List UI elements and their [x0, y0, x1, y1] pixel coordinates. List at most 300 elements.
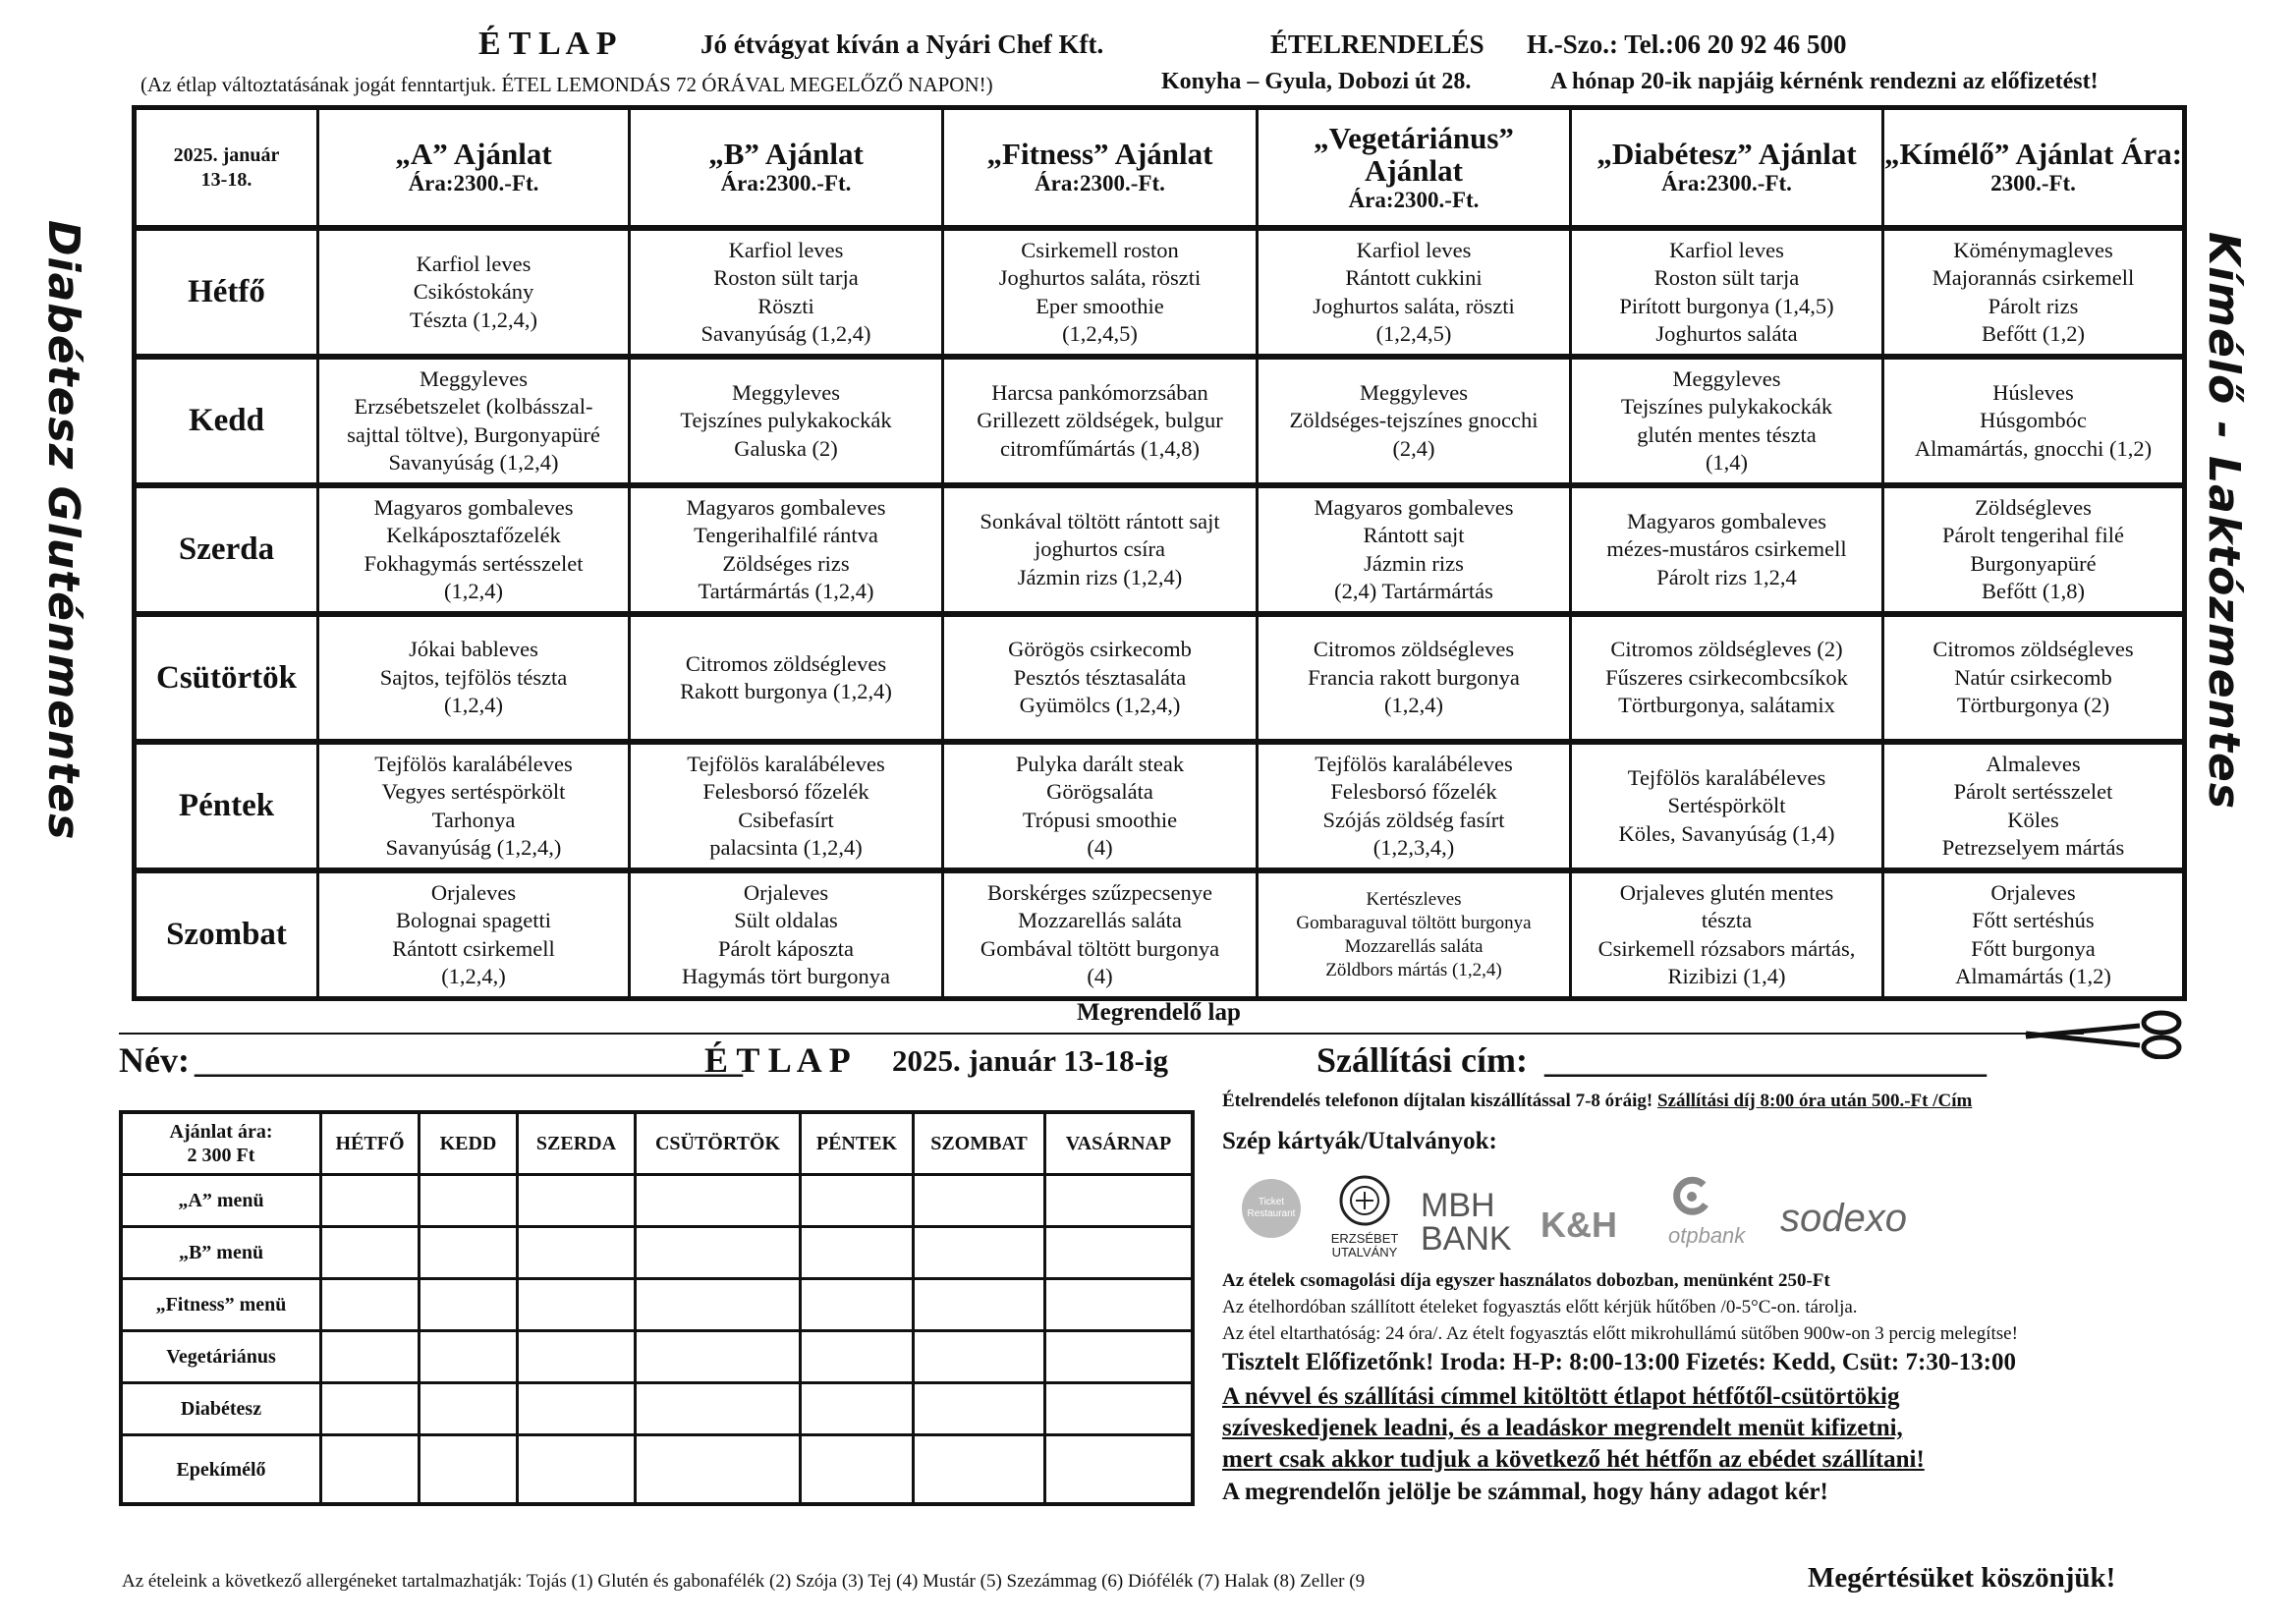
menu-cell — [319, 360, 628, 482]
dish-line: Borskérges szűzpecsenye — [987, 879, 1212, 905]
order-quantity-cell[interactable] — [915, 1228, 1043, 1277]
order-quantity-cell[interactable] — [420, 1384, 516, 1433]
dish-line: Petrezselyem mártás — [1941, 835, 2125, 860]
column-price: Ára:2300.-Ft. — [408, 171, 539, 196]
order-menu-name: „Fitness” menü — [155, 1294, 287, 1316]
order-quantity-cell[interactable] — [322, 1384, 418, 1433]
menu-cell — [944, 745, 1256, 868]
dish-line: Karfiol leves — [1669, 237, 1784, 262]
menu-cell — [319, 231, 628, 354]
menu-cell — [1572, 231, 1881, 354]
dish-line: (1,2,4,) — [441, 964, 506, 988]
dish-line: Párolt rizs — [1988, 293, 2079, 318]
day-name: Kedd — [188, 403, 265, 439]
dish-line: Orjaleves — [1990, 879, 2076, 905]
day-name: Hétfő — [188, 274, 265, 310]
dish-line: Tarhonya — [431, 807, 516, 832]
order-quantity-cell[interactable] — [1046, 1228, 1191, 1277]
dish-line: Roston sült tarja — [1653, 265, 1800, 290]
order-quantity-cell[interactable] — [637, 1176, 799, 1225]
order-quantity-cell[interactable] — [802, 1384, 912, 1433]
order-day-name: VASÁRNAP — [1065, 1133, 1172, 1154]
column-name: „Vegetáriánus” — [1314, 120, 1514, 155]
dish-line: Orjaleves glutén mentes — [1619, 879, 1834, 905]
dish-line: Savanyúság (1,2,4) — [700, 321, 871, 346]
dish-line: Párolt tengerihal filé — [1942, 523, 2124, 547]
cut-line — [119, 1033, 2084, 1035]
date-line: 2025. január — [173, 143, 280, 166]
order-quantity-cell[interactable] — [637, 1332, 799, 1381]
day-label — [137, 617, 316, 739]
price-header-line: Ajánlat ára: — [169, 1121, 273, 1143]
dish-line: Tejfölös karalábéleves — [687, 751, 885, 776]
menu-cell — [1884, 873, 2182, 996]
order-period: 2025. január 13-18-ig — [892, 1043, 1169, 1078]
column-header — [944, 110, 1256, 225]
name-label: Név: — [119, 1040, 190, 1080]
menu-cell — [631, 873, 941, 996]
order-day-header — [637, 1114, 799, 1173]
dish-line: Magyaros gombaleves — [373, 494, 574, 520]
logo-erzsebet-text: ERZSÉBET UTALVÁNY — [1330, 1231, 1399, 1260]
dish-line: Csibefasírt — [738, 807, 834, 832]
order-quantity-cell[interactable] — [519, 1228, 634, 1277]
dish-line: glutén mentes tészta — [1637, 421, 1817, 447]
dish-line: Burgonyapüré — [1970, 550, 2097, 576]
order-quantity-cell[interactable] — [802, 1436, 912, 1502]
dish-line: Fűszeres csirkecombcsíkok — [1605, 664, 1848, 690]
dish-line: Citromos zöldségleves — [1932, 637, 2134, 662]
column-name: „A” Ajánlat — [395, 137, 552, 171]
dish-line: Magyaros gombaleves — [1626, 508, 1827, 533]
address-field[interactable]: _________________________ — [1544, 1040, 1987, 1080]
logo-ticket-text: Ticket Restaurant — [1247, 1197, 1296, 1219]
dish-line: Görögsaláta — [1046, 779, 1153, 804]
dish-line: Tejfölös karalábéleves — [1315, 751, 1513, 776]
menu-cell — [1572, 360, 1881, 482]
dish-line: Zöldséges-tejszínes gnocchi — [1289, 408, 1539, 433]
order-quantity-cell[interactable] — [519, 1384, 634, 1433]
dish-line: (4) — [1087, 835, 1113, 860]
dish-line: (2,4) — [1392, 435, 1435, 461]
day-label — [137, 360, 316, 482]
menu-cell — [1572, 617, 1881, 739]
order-quantity-cell[interactable] — [915, 1176, 1043, 1225]
dish-line: Gombával töltött burgonya — [980, 935, 1220, 961]
dish-line: (1,2,4,5) — [1375, 321, 1452, 346]
order-quantity-cell[interactable] — [519, 1280, 634, 1329]
dish-line: Mozzarellás saláta — [1018, 908, 1182, 932]
dish-line: Majorannás csirkemell — [1932, 265, 2135, 290]
order-quantity-cell[interactable] — [1046, 1176, 1191, 1225]
order-quantity-cell[interactable] — [322, 1332, 418, 1381]
dish-line: Eper smoothie — [1036, 293, 1164, 318]
order-quantity-cell[interactable] — [915, 1384, 1043, 1433]
menu-cell — [1259, 745, 1569, 868]
order-quantity-cell[interactable] — [915, 1436, 1043, 1502]
menu-cell — [1884, 231, 2182, 354]
dish-line: Kelkáposztafőzelék — [386, 523, 561, 547]
order-quantity-cell[interactable] — [1046, 1384, 1191, 1433]
dish-line: Pirított burgonya (1,4,5) — [1619, 293, 1834, 318]
notice-line-4: A megrendelőn jelölje be számmal, hogy hány adagot kér! — [1222, 1479, 1828, 1505]
menu-cell — [319, 745, 628, 868]
dish-line: Csirkemell rózsabors mártás, — [1597, 935, 1856, 961]
dish-line: Felesborsó főzelék — [702, 779, 869, 804]
date-line: 13-18. — [200, 168, 252, 191]
dish-line: (1,2,4,5) — [1062, 321, 1138, 346]
column-header — [319, 110, 628, 225]
dish-line: Magyaros gombaleves — [1314, 494, 1514, 520]
order-quantity-cell[interactable] — [1046, 1436, 1191, 1502]
order-quantity-cell[interactable] — [637, 1228, 799, 1277]
menu-cell — [1572, 873, 1881, 996]
day-name: Csütörtök — [155, 659, 297, 696]
dish-line: Mozzarellás saláta — [1344, 935, 1484, 957]
order-menu-name: Vegetáriánus — [166, 1346, 276, 1368]
dish-line: Rántott csirkemell — [392, 935, 555, 961]
dish-line: Citromos zöldségleves — [685, 650, 887, 676]
shelf-life-note: Az étel eltarthatóság: 24 óra/. Az ételt fogyasztás előtt mikrohullámú sütőben 900w-on 3 percig melegítse! — [1222, 1323, 2018, 1344]
storage-note: Az ételhordóban szállított ételeket fogyasztás előtt kérjük hűtőben /0-5°C-on. tárolja. — [1222, 1297, 1858, 1317]
column-header — [1884, 110, 2182, 225]
menu-cell — [631, 617, 941, 739]
allergen-list: Az ételeink a következő allergéneket tartalmazhatják: Tojás (1) Glutén és gabonafélék (2) Szója (3) Tej (4) Mustár (5) Szezámmag (6) Diófélék (7) Halak (8) Zeller (9 — [122, 1571, 1366, 1592]
thanks-text: Megértésüket köszönjük! — [1808, 1562, 2116, 1594]
order-row-label — [123, 1228, 319, 1277]
dish-line: Felesborsó főzelék — [1330, 779, 1497, 804]
column-price: Ára:2300.-Ft. — [720, 171, 852, 196]
order-phone: H.-Szo.: Tel.:06 20 92 46 500 — [1527, 29, 1847, 59]
dish-line: Bolognai spagetti — [395, 908, 552, 932]
menu-cell — [319, 488, 628, 611]
menu-cell — [944, 617, 1256, 739]
logo-ticket-restaurant — [1242, 1179, 1301, 1238]
order-row-label — [123, 1436, 319, 1502]
column-header — [631, 110, 941, 225]
menu-cell — [944, 360, 1256, 482]
menu-cell — [944, 231, 1256, 354]
dish-line: (1,4) — [1705, 450, 1749, 475]
order-quantity-cell[interactable] — [915, 1280, 1043, 1329]
dish-line: Köménymagleves — [1953, 237, 2113, 262]
dish-line: Galuska (2) — [734, 435, 838, 461]
dish-line: Magyaros gombaleves — [686, 494, 886, 520]
dish-line: (1,2,3,4,) — [1372, 835, 1455, 860]
packaging-note: Az ételek csomagolási díja egyszer használatos dobozban, menünként 250-Ft — [1222, 1270, 1830, 1291]
dish-line: (4) — [1087, 964, 1113, 988]
menu-cell — [944, 873, 1256, 996]
column-header — [1572, 110, 1881, 225]
order-menu-name: Epekímélő — [176, 1458, 266, 1481]
dish-line: Jókai bableves — [409, 637, 538, 662]
order-sheet-title: Megrendelő lap — [1077, 999, 1241, 1026]
order-quantity-cell[interactable] — [519, 1176, 634, 1225]
logo-kh: K&H — [1540, 1204, 1617, 1245]
order-row-label — [123, 1280, 319, 1329]
dish-line: Tejszínes pulykakockák — [1620, 394, 1833, 419]
dish-line: Karfiol leves — [1356, 237, 1472, 262]
order-quantity-cell[interactable] — [802, 1176, 912, 1225]
menu-cell — [631, 360, 941, 482]
order-quantity-cell[interactable] — [519, 1436, 634, 1502]
dish-line: Gombaraguval töltött burgonya — [1296, 912, 1532, 933]
order-quantity-cell[interactable] — [420, 1332, 516, 1381]
column-price: Ára:2300.-Ft. — [1661, 171, 1792, 196]
dish-line: Sonkával töltött rántott sajt — [980, 508, 1220, 533]
menu-cell — [944, 488, 1256, 611]
order-day-header — [519, 1114, 634, 1173]
order-quantity-cell[interactable] — [322, 1280, 418, 1329]
dish-line: Pesztós tésztasaláta — [1013, 664, 1187, 690]
dish-line: Meggyleves — [1672, 365, 1781, 391]
side-label-left: Diabétesz Gluténmentes — [38, 220, 88, 841]
menu-cell — [1572, 488, 1881, 611]
order-day-header — [915, 1114, 1043, 1173]
menu-cell — [1884, 617, 2182, 739]
order-row-label — [123, 1332, 319, 1381]
order-quantity-cell[interactable] — [322, 1176, 418, 1225]
dish-line: Tartármártás (1,2,4) — [698, 579, 874, 603]
dish-line: Joghurtos saláta — [1655, 321, 1798, 346]
dish-line: Roston sült tarja — [713, 265, 859, 290]
dish-line: mézes-mustáros csirkemell — [1606, 536, 1847, 562]
menu-cell — [1259, 231, 1569, 354]
order-menu-name: „A” menü — [178, 1190, 264, 1211]
order-day-name: HÉTFŐ — [335, 1133, 405, 1154]
dish-line: Zöldséges rizs — [722, 550, 850, 576]
dish-line: Tészta (1,2,4,) — [410, 307, 537, 332]
dish-line: Görögös csirkecomb — [1008, 637, 1192, 662]
otp-emblem-icon — [1668, 1175, 1715, 1218]
dish-line: Pulyka darált steak — [1015, 751, 1185, 776]
side-label-right: Kímélő - Laktózmentes — [2199, 232, 2249, 811]
dish-line: Fokhagymás sertésszelet — [364, 550, 584, 576]
dish-line: Almamártás (1,2) — [1955, 964, 2111, 988]
logo-otp-text: otpbank — [1668, 1223, 1746, 1248]
dish-line: Kertészleves — [1366, 888, 1462, 910]
dish-line: tészta — [1701, 908, 1753, 932]
dish-line: Orjaleves — [430, 879, 517, 905]
day-name: Szombat — [166, 917, 287, 953]
menu-cell — [1572, 745, 1881, 868]
order-label: ÉTELRENDELÉS — [1270, 29, 1484, 59]
dish-line: sajttal töltve), Burgonyapüré — [347, 421, 600, 447]
order-quantity-cell[interactable] — [322, 1436, 418, 1502]
order-quantity-cell[interactable] — [322, 1228, 418, 1277]
dish-line: Karfiol leves — [728, 237, 844, 262]
dish-line: Grillezett zöldségek, bulgur — [977, 408, 1223, 433]
column-price: Ára:2300.-Ft. — [1348, 187, 1480, 212]
logo-erzsebet — [1316, 1174, 1413, 1260]
dish-line: Citromos zöldségleves — [1313, 637, 1515, 662]
dish-line: Meggyleves — [732, 379, 840, 405]
logo-sodexo: sodexo — [1780, 1197, 1907, 1240]
order-etlap-title: É T L A P — [704, 1040, 851, 1080]
column-name: „Kímélő” Ajánlat Ára: — [1883, 137, 2183, 171]
dish-line: Trópusi smoothie — [1022, 807, 1178, 832]
day-label — [137, 488, 316, 611]
day-label — [137, 745, 316, 868]
order-quantity-cell[interactable] — [802, 1280, 912, 1329]
order-menu-name: „B” menü — [178, 1242, 264, 1263]
address-label: Szállítási cím: — [1316, 1040, 1528, 1080]
dish-line: Köles — [2007, 807, 2059, 832]
dish-line: Törtburgonya, salátamix — [1618, 693, 1835, 718]
menu-cell — [631, 488, 941, 611]
kitchen-address: Konyha – Gyula, Dobozi út 28. — [1161, 69, 1472, 94]
dish-line: Zöldbors mártás (1,2,4) — [1325, 959, 1502, 980]
order-quantity-cell[interactable] — [637, 1280, 799, 1329]
order-day-header — [802, 1114, 912, 1173]
day-label — [137, 231, 316, 354]
menu-cell — [319, 873, 628, 996]
dish-line: Citromos zöldségleves (2) — [1610, 637, 1843, 662]
dish-line: Tejfölös karalábéleves — [374, 751, 573, 776]
menu-cell — [1259, 360, 1569, 482]
order-quantity-cell[interactable] — [420, 1228, 516, 1277]
column-name: „Diabétesz” Ajánlat — [1596, 137, 1857, 171]
order-day-name: PÉNTEK — [815, 1133, 898, 1154]
menu-cell — [1884, 488, 2182, 611]
day-name: Péntek — [178, 788, 275, 824]
dish-line: Hagymás tört burgonya — [681, 964, 891, 988]
order-day-name: SZOMBAT — [930, 1133, 1028, 1154]
price-header-line: 2 300 Ft — [187, 1145, 255, 1166]
dish-line: (2,4) Tartármártás — [1334, 579, 1493, 603]
dish-line: Harcsa pankómorzsában — [991, 379, 1208, 405]
dish-line: Párolt káposzta — [717, 935, 855, 961]
dish-line: Párolt sertésszelet — [1953, 779, 2113, 804]
delivery-free-note — [1222, 1091, 1972, 1112]
dish-line: Főtt sertéshús — [1972, 908, 2095, 932]
office-hours: Tisztelt Előfizetőnk! Iroda: H-P: 8:00-13:00 Fizetés: Kedd, Csüt: 7:30-13:00 — [1222, 1349, 2016, 1375]
order-day-header — [322, 1114, 418, 1173]
order-quantity-cell[interactable] — [519, 1332, 634, 1381]
dish-line: (1,2,4) — [444, 579, 503, 603]
dish-line: Húsleves — [1992, 379, 2074, 405]
menu-cell — [1884, 745, 2182, 868]
order-quantity-cell[interactable] — [420, 1280, 516, 1329]
dish-line: Savanyúság (1,2,4) — [388, 450, 559, 475]
dish-line: (1,2,4) — [1384, 693, 1443, 718]
cards-title: Szép kártyák/Utalványok: — [1222, 1128, 1497, 1154]
order-quantity-cell[interactable] — [637, 1384, 799, 1433]
notice-line-3: mert csak akkor tudjuk a következő hét hétfőn az ebédet szállítani! — [1222, 1446, 1925, 1473]
dish-line: palacsinta (1,2,4) — [709, 835, 863, 860]
order-day-name: KEDD — [439, 1133, 497, 1154]
column-name: „Fitness” Ajánlat — [986, 137, 1213, 171]
logo-mbh-bank: MBH BANK — [1421, 1187, 1512, 1258]
order-quantity-cell[interactable] — [1046, 1332, 1191, 1381]
day-name: Szerda — [178, 532, 275, 568]
dish-line: Sertéspörkölt — [1667, 793, 1786, 818]
greeting: Jó étvágyat kíván a Nyári Chef Kft. — [700, 29, 1104, 59]
page-title: É T L A P — [478, 26, 617, 62]
dish-line: Párolt rizs 1,2,4 — [1656, 564, 1797, 589]
order-quantity-cell[interactable] — [802, 1228, 912, 1277]
dish-line: Röszti — [757, 293, 814, 318]
dish-line: Savanyúság (1,2,4,) — [385, 835, 562, 860]
dish-line: Sült oldalas — [734, 908, 838, 932]
dish-line: Erzsébetszelet (kolbásszal- — [354, 394, 593, 419]
dish-line: Zöldségleves — [1975, 494, 2092, 520]
dish-line: Törtburgonya (2) — [1956, 693, 2110, 718]
menu-cell — [1259, 873, 1569, 996]
dish-line: Joghurtos saláta, röszti — [1313, 293, 1515, 318]
menu-cell — [1259, 488, 1569, 611]
dish-line: Sajtos, tejfölös tészta — [379, 664, 568, 690]
menu-cell — [1884, 360, 2182, 482]
order-day-name: SZERDA — [535, 1133, 617, 1154]
dish-line: Tejszínes pulykakockák — [680, 408, 892, 433]
name-field[interactable]: _______________________________ — [195, 1040, 743, 1080]
menu-cell — [319, 617, 628, 739]
menu-cell — [1259, 617, 1569, 739]
dish-line: Joghurtos saláta, röszti — [998, 265, 1202, 290]
price-header — [123, 1114, 319, 1173]
order-table — [119, 1110, 1195, 1506]
order-menu-name: Diabétesz — [180, 1398, 262, 1420]
delivery-free-text: Ételrendelés telefonon díjtalan kiszállítással 7-8 óráig! — [1222, 1091, 1653, 1111]
order-day-name: CSÜTÖRTÖK — [654, 1133, 781, 1154]
menu-cell — [631, 745, 941, 868]
column-header — [1259, 110, 1569, 225]
dish-line: Főtt burgonya — [1971, 935, 2096, 961]
dish-line: Gyümölcs (1,2,4,) — [1019, 693, 1181, 718]
dish-line: joghurtos csíra — [1034, 536, 1166, 562]
scissors-icon — [2024, 1010, 2191, 1059]
dish-line: Rántott sajt — [1363, 523, 1465, 547]
dish-line: Almaleves — [1986, 751, 2081, 776]
order-quantity-cell[interactable] — [420, 1176, 516, 1225]
dish-line: Orjaleves — [743, 879, 829, 905]
column-price: Ára:2300.-Ft. — [1035, 171, 1165, 196]
dish-line: Köles, Savanyúság (1,4) — [1618, 820, 1835, 846]
order-quantity-cell[interactable] — [637, 1436, 799, 1502]
menu-cell — [631, 231, 941, 354]
dish-line: Tengerihalfilé rántva — [694, 523, 878, 547]
dish-line: Csikóstokány — [413, 279, 534, 305]
dish-line: Rizibizi (1,4) — [1667, 964, 1786, 988]
dish-line: Befőtt (1,2) — [1982, 321, 2085, 346]
dish-line: Rántott cukkini — [1345, 265, 1483, 290]
dish-line: Almamártás, gnocchi (1,2) — [1914, 435, 2153, 461]
subscription-note: A hónap 20-ik napjáig kérnénk rendezni az előfizetést! — [1550, 69, 2099, 94]
dish-line: citromfűmártás (1,4,8) — [999, 435, 1201, 461]
dish-line: Vegyes sertéspörkölt — [381, 779, 566, 804]
dish-line: Tejfölös karalábéleves — [1627, 764, 1826, 790]
order-quantity-cell[interactable] — [1046, 1280, 1191, 1329]
dish-line: Francia rakott burgonya — [1308, 664, 1520, 690]
column-name: „B” Ajánlat — [708, 137, 864, 171]
dish-line: Natúr csirkecomb — [1954, 664, 2112, 690]
logo-otp — [1668, 1175, 1746, 1248]
menu-table — [132, 105, 2187, 1001]
dish-line: Befőtt (1,8) — [1982, 579, 2085, 603]
column-name: Ajánlat — [1365, 152, 1463, 188]
column-price: 2300.-Ft. — [1990, 171, 2076, 196]
notice-line-1: A névvel és szállítási címmel kitöltött étlapot hétfőtől-csütörtökig — [1222, 1383, 1900, 1410]
order-quantity-cell[interactable] — [802, 1332, 912, 1381]
day-label — [137, 873, 316, 996]
dish-line: Csirkemell roston — [1021, 237, 1179, 262]
order-day-header — [420, 1114, 516, 1173]
order-quantity-cell[interactable] — [420, 1436, 516, 1502]
menu-date — [137, 110, 316, 225]
disclaimer: (Az étlap változtatásának jogát fenntartjuk. ÉTEL LEMONDÁS 72 ÓRÁVAL MEGELŐZŐ NAPON!) — [140, 73, 993, 96]
order-quantity-cell[interactable] — [915, 1332, 1043, 1381]
